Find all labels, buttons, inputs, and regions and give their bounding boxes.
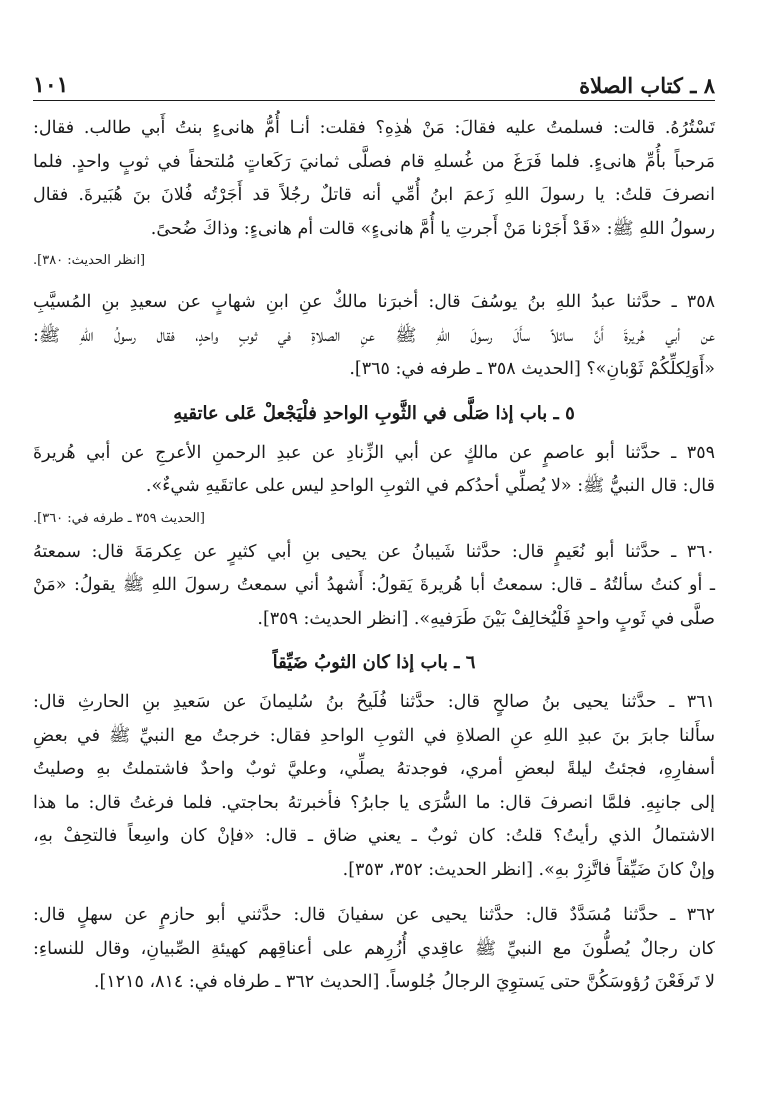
text-line: ٣٥٩ ـ حدَّثنا أبو عاصمٍ عن مالكٍ عن أبي الزِّنادِ عن عبدِ الرحمنِ الأعرجِ عن أبي هُريرةَ — [33, 442, 715, 463]
text-line: ٣٦٠ ـ حدَّثنا أبو نُعَيمٍ قال: حدَّثنا شَيبانُ عن يحيى بنِ أبي كثيرٍ عن عِكرمَةَ قال: سمعتهُ — [33, 541, 715, 562]
hadith-361 — [33, 686, 715, 887]
text-line: وإنْ كانَ ضَيِّقاً فاتَّزِرْ بهِ». [انظر الحديث: ٣٥٢، ٣٥٣]. — [342, 859, 715, 880]
chapter-running-title: ٨ ـ كتاب الصلاة — [579, 73, 715, 98]
hadith-359 — [33, 437, 715, 532]
text-line: انصرفَ قلتُ: يا رسولَ اللهِ زَعمَ ابنُ أُمِّي أنه قاتلٌ رجُلاً قد أَجَرْتُه فُلانَ بنَ هُبَيرةَ. فقال — [33, 185, 715, 205]
text-line: رسولُ اللهِ ﷺ: «قَدْ أَجَرْنا مَنْ أَجرتِ يا أُمَّ هانىءٍ» قالت أم هانىءٍ: وذاكَ ضُحىً. — [150, 218, 715, 239]
chapter-heading-5: ٥ ـ باب إذا صَلَّى في الثَّوبِ الواحدِ فلْيَجْعلْ عَلى عاتقيهِ — [173, 402, 575, 424]
text-line: ٣٦١ ـ حدَّثنا يحيى بنُ صالحٍ قال: حدَّثنا فُلَيحُ بنُ سُليمانَ عن سَعيدِ بنِ الحارثِ قال: — [33, 692, 715, 712]
text-line: ٣٦٢ ـ حدَّثنا مُسَدَّدٌ قال: حدَّثنا يحيى عن سفيانَ قال: حدَّثني أبو حازمٍ عن سهلٍ قال: — [33, 905, 715, 925]
text-line: كان رجالٌ يُصلُّونَ مع النبيِّ ﷺ عاقِدي أُزُرِهم على أعناقِهم كهيئةِ الصِّبيانِ، وقال للنساءِ: — [33, 938, 715, 959]
text-line: صلَّى في ثَوبٍ واحدٍ فَلْيُخالِفْ بَيْنَ طَرَفيهِ». [انظر الحديث: ٣٥٩]. — [257, 608, 715, 629]
text-line: «أَوَلِكلِّكُمْ ثَوْبانِ»؟ [الحديث ٣٥٨ ـ طرفه في: ٣٦٥]. — [349, 359, 715, 379]
text-line: عن أبي هُريرةَ أَنَّ سائلاً سأَلَ رسولَ اللهِ ﷺ عنِ الصلاةِ في ثوبٍ واحدٍ، فقال رسولُ اللهِ ﷺ: — [33, 325, 715, 346]
text-line: إلى جانبِهِ. فلمَّا انصرفَ قال: ما السُّرَى يا جابرُ؟ فأخبرتهُ بحاجتي. فلما فرغتُ قال: ما هذا — [33, 792, 715, 813]
text-line: الاشتمالُ الذي رأيتُ؟ قلتُ: كان ثوبٌ ـ يعني ضاق ـ قال: «فإنْ كان واسِعاً فالتحِفْ بهِ، — [33, 826, 715, 846]
hadith-continuation — [33, 112, 715, 274]
text-line: ٣٥٨ ـ حدَّثنا عبدُ اللهِ بنُ يوسُفَ قال: أخبرَنا مالكٌ عنِ ابنِ شهابٍ عن سعيدِ بنِ المُسيَّبِ — [33, 292, 715, 312]
hadith-358 — [33, 286, 715, 387]
hadith-reference: [الحديث ٣٥٩ ـ طرفه في: ٣٦٠]. — [33, 510, 205, 526]
chapter-heading-6: ٦ ـ باب إذا كان الثوبُ ضَيِّقاً — [272, 652, 476, 673]
hadith-362 — [33, 899, 715, 1000]
hadith-reference: [انظر الحديث: ٣٨٠]. — [33, 253, 146, 268]
page-header — [33, 58, 715, 101]
text-line: لا تَرفَعْنَ رُؤوسَكُنَّ حتى يَستوِيَ الرجالُ جُلوساً. [الحديث ٣٦٢ ـ طرفاه في: ٨١٤، ١٢١٥]. — [93, 972, 715, 992]
hadith-360 — [33, 536, 715, 637]
page-body — [33, 112, 715, 1000]
text-line: ـ أو كنتُ سألتُهُ ـ قال: سمعتُ أبا هُريرةَ يَقولُ: أَشهدُ أني سمعتُ رسولَ اللهِ ﷺ يقولُ: «مَنْ — [33, 575, 715, 595]
text-line: سأَلنا جابرَ بنَ عبدِ اللهِ عنِ الصلاةِ في الثوبِ الواحدِ فقال: خرجتُ مع النبيِّ ﷺ في بعضِ — [33, 725, 715, 746]
text-line: قال: قال النبيُّ ﷺ: «لا يُصلِّي أحدُكم في الثوبِ الواحدِ ليس على عاتقَيهِ شيءٌ». — [145, 476, 715, 496]
text-line: تَسْتُرُهُ. قالت: فسلمتُ عليه فقالَ: مَنْ هٰذِهِ؟ فقلت: أنـا أُمُّ هانىءٍ بنتُ أَبي طالب. فقال: — [33, 118, 715, 138]
page-number: ١٠١ — [33, 72, 69, 98]
text-line: مَرحباً بأُمِّ هانىءٍ. فلما فَرَغَ من غُسلهِ قام فصلَّى ثمانيَ رَكَعاتٍ مُلتحفاً في ثوبٍ واحدٍ. فلما — [33, 151, 715, 172]
text-line: أسفارِهِ، فجئتُ ليلةً لبعضِ أمري، فوجدتهُ يصلِّي، وعليَّ ثوبٌ واحدٌ فاشتملتُ بهِ وصليتُ — [33, 759, 715, 779]
